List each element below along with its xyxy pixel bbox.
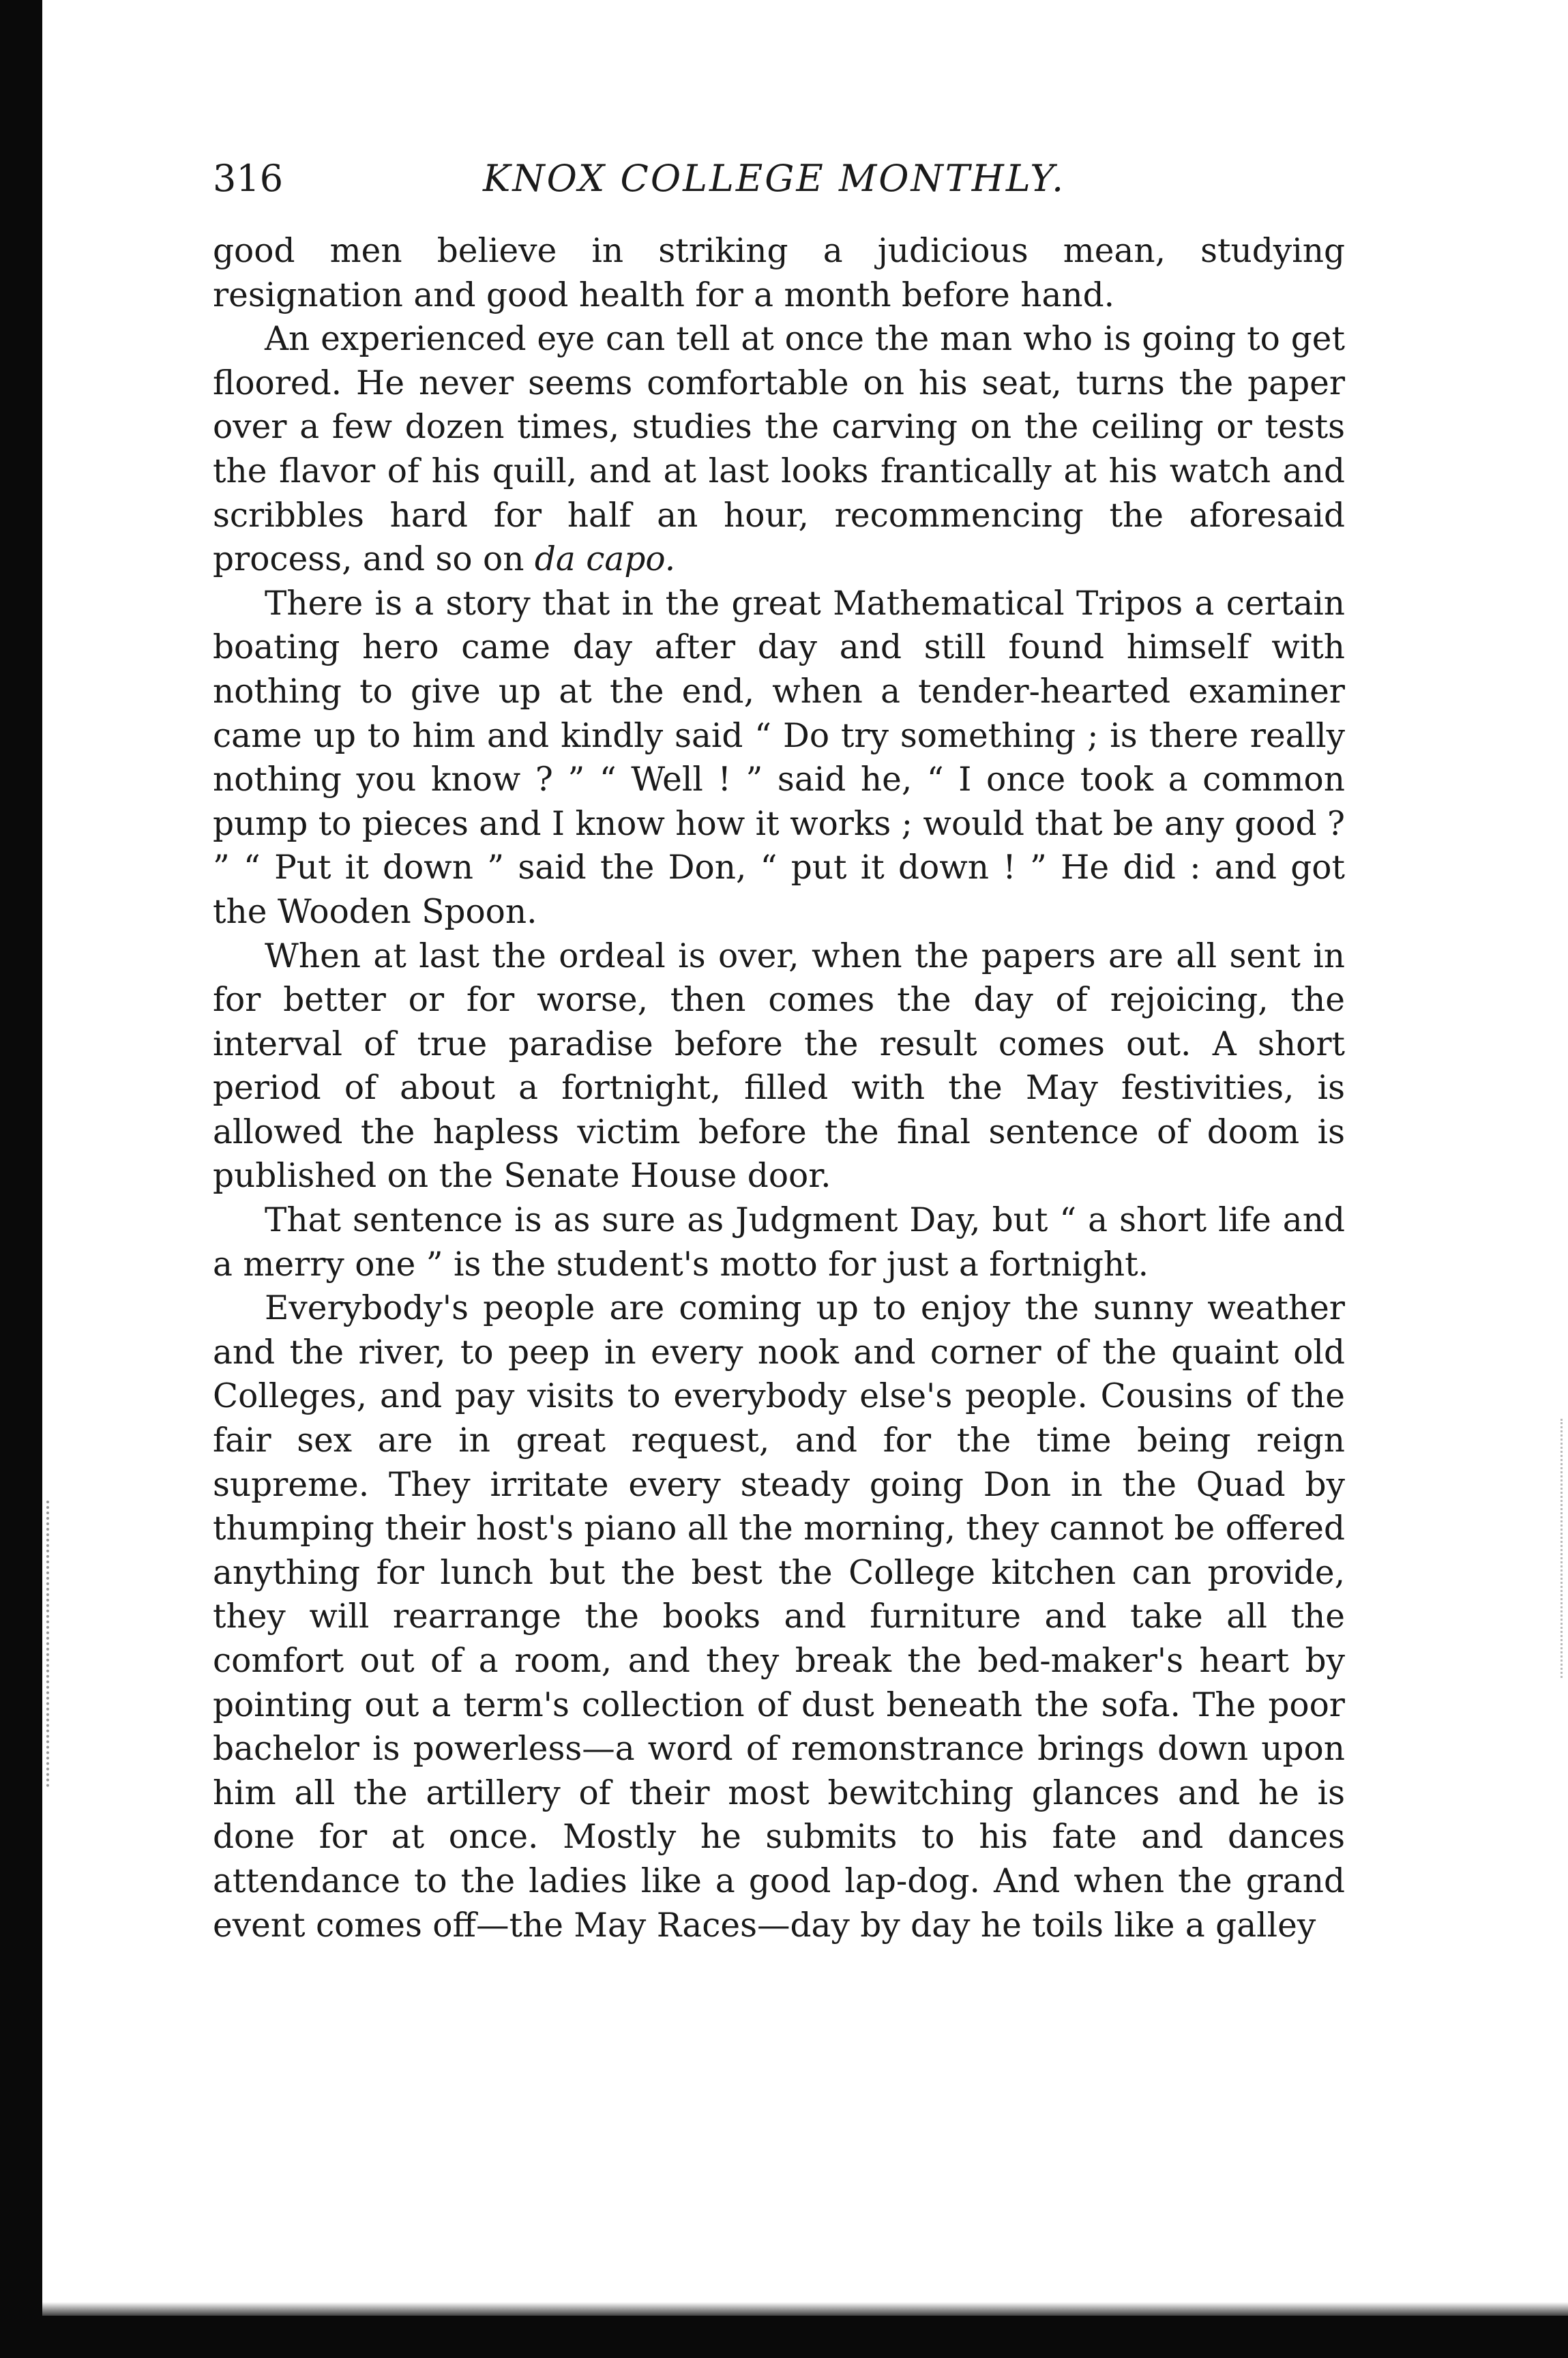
paragraph — [213, 582, 1345, 934]
running-head — [213, 154, 1345, 203]
scan-noise-right — [1560, 1419, 1565, 1678]
paragraph-text: That sentence is as sure as Judgment Day, but “ a short life and a merry one ” is the student's motto for just a fortnight. — [213, 1201, 1345, 1284]
paragraph-continued — [213, 229, 1345, 317]
paragraph-text: good men believe in striking a judicious mean, studying resignation and good health for a month before hand. — [213, 232, 1345, 314]
page-number: 316 — [213, 157, 284, 200]
italic-phrase: da capo. — [534, 540, 676, 579]
paragraph-text: An experienced eye can tell at once the man who is going to get floored. He never seems comfortable on his seat, turns the paper over a few dozen times, studies the carving on the ceiling or tests the flavor of his quill, and at last looks frantically at his watch and scribbles hard for half an hour, recommencing the aforesaid process, and so on — [213, 320, 1345, 579]
paragraph — [213, 934, 1345, 1199]
paragraph-text: There is a story that in the great Mathematical Tripos a certain boating hero came day after day and still found himself with nothing to give up at the end, when a tender-hearted examiner came up to him and kindly said “ Do try something ; is there really nothing you know ? ” “ Well ! ” said he, “ I once took a common pump to pieces and I know how it works ; would that be any good ? ” “ Put it down ” said the Don, “ put it down ! ” He did : and got the Wooden Spoon. — [213, 584, 1345, 931]
scan-border-bottom-shadow — [42, 2302, 1568, 2317]
body-text — [213, 229, 1345, 1947]
scan-border-left — [0, 0, 42, 2358]
paragraph-text: When at last the ordeal is over, when the papers are all sent in for better or for worse, then comes the day of rejoicing, the interval of true paradise before the result comes out. A short period of about a fortnight, filled with the May festivities, is allowed the hapless victim before the final sentence of doom is published on the Senate House door. — [213, 937, 1345, 1196]
scan-noise-left — [46, 1501, 53, 1787]
paragraph — [213, 1286, 1345, 1947]
scan-border-bottom — [42, 2316, 1568, 2358]
journal-title: KNOX COLLEGE MONTHLY. — [483, 157, 1066, 200]
paragraph — [213, 1198, 1345, 1286]
paragraph-text: Everybody's people are coming up to enjoy the sunny weather and the river, to peep in every nook and corner of the quaint old Colleges, and pay visits to everybody else's people. Cousins of the fair sex are in great request, and for the time being reign supreme. They irritate every steady going Don in the Quad by thumping their host's piano all the morning, they cannot be offered anything for lunch but the best the College kitchen can provide, they will rearrange the books and furniture and take all the comfort out of a room, and they break the bed-maker's heart by pointing out a term's collection of dust beneath the sofa. The poor bachelor is powerless—a word of remonstrance brings down upon him all the artillery of their most bewitching glances and he is done for at once. Mostly he submits to his fate and dances attendance to the ladies like a good lap-dog. And when the grand event comes off—the May Races—day by day he toils like a galley — [213, 1289, 1345, 1945]
paragraph — [213, 317, 1345, 582]
page — [213, 154, 1345, 1947]
